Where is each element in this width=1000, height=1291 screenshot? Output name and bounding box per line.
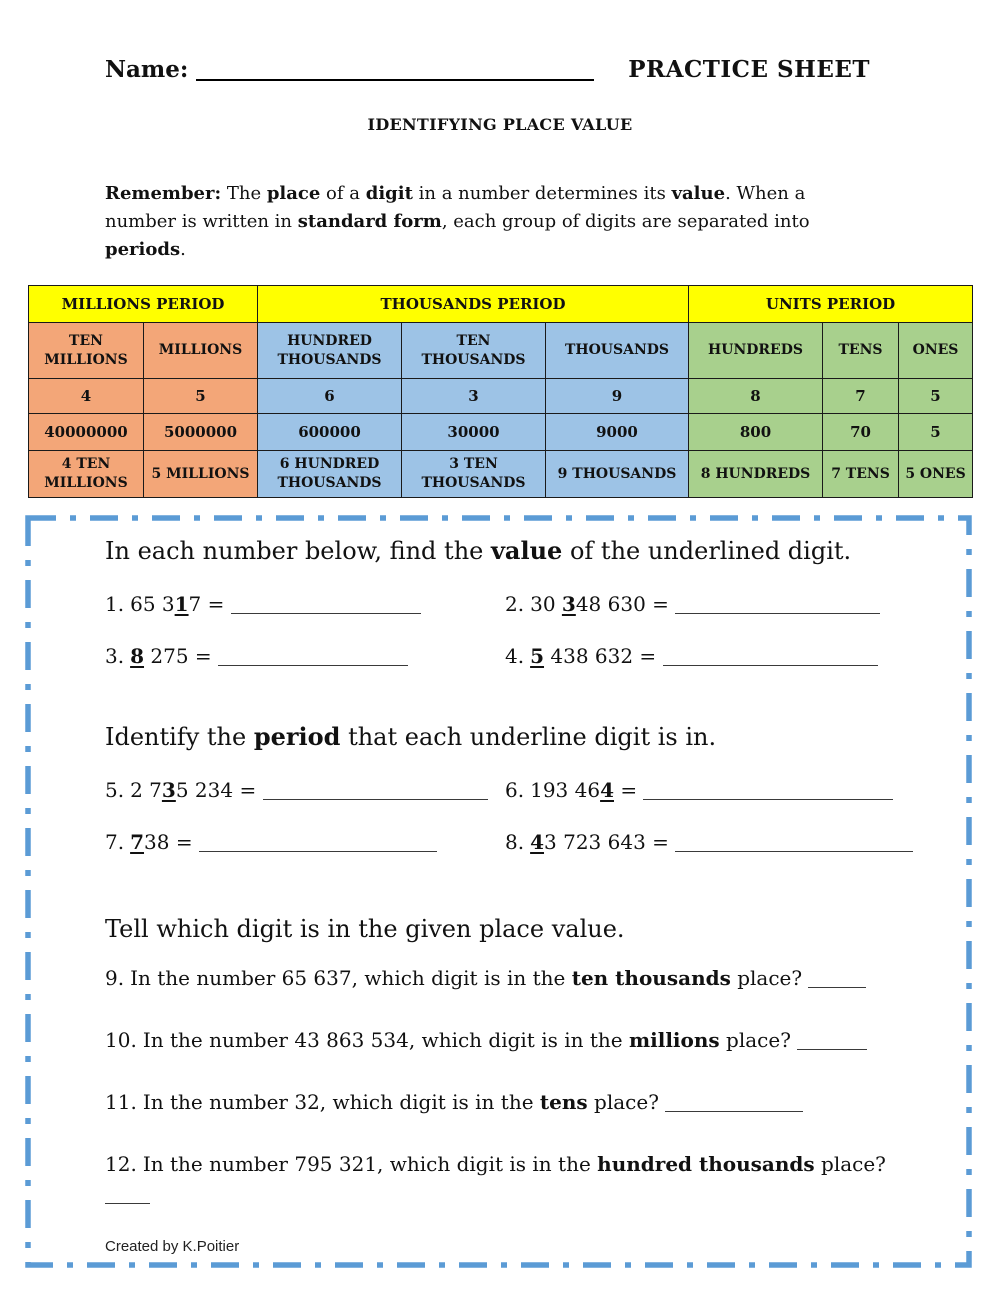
column-header-cell: HUNDRED THOUSANDS bbox=[258, 323, 402, 379]
question-number: 5. bbox=[105, 778, 125, 802]
answer-blank[interactable] bbox=[665, 1110, 803, 1112]
place-name-cell: 5 ONES bbox=[899, 451, 973, 498]
question-text: In the number 65 637, which digit is in the ten thousands place? bbox=[130, 966, 866, 990]
question-item bbox=[505, 775, 932, 805]
value-cell: 5000000 bbox=[144, 414, 258, 451]
period-header-row bbox=[29, 286, 973, 323]
header bbox=[105, 56, 870, 83]
place-name-cell: 8 HUNDREDS bbox=[689, 451, 823, 498]
question-text: 5 438 632 = bbox=[530, 644, 877, 668]
question-text: 65 317 = bbox=[130, 592, 421, 616]
question-text: In the number 43 863 534, which digit is in the millions place? bbox=[143, 1028, 867, 1052]
question-text: 193 464 = bbox=[530, 778, 893, 802]
column-header-cell: HUNDREDS bbox=[689, 323, 823, 379]
column-header-cell: TENS bbox=[823, 323, 899, 379]
column-header-cell: MILLIONS bbox=[144, 323, 258, 379]
question-number: 3. bbox=[105, 644, 125, 668]
answer-blank[interactable] bbox=[231, 612, 421, 614]
intro-paragraph: Remember: The place of a digit in a number determines its value. When a number is written in standard form, each group of digits are separated into periods. bbox=[105, 183, 810, 260]
answer-blank[interactable] bbox=[675, 612, 880, 614]
question-number: 11. bbox=[105, 1090, 137, 1114]
digit-cell: 5 bbox=[144, 379, 258, 414]
question-number: 4. bbox=[505, 644, 525, 668]
question-item bbox=[505, 827, 932, 857]
question-item bbox=[105, 589, 505, 619]
question-grid bbox=[105, 589, 932, 671]
place-name-cell: 5 MILLIONS bbox=[144, 451, 258, 498]
place-name-cell: 6 HUNDRED THOUSANDS bbox=[258, 451, 402, 498]
question-item bbox=[105, 1087, 932, 1117]
place-name-cell: 4 TEN MILLIONS bbox=[29, 451, 144, 498]
answer-blank[interactable] bbox=[199, 850, 437, 852]
question-list bbox=[105, 963, 932, 1209]
value-cell: 5 bbox=[899, 414, 973, 451]
credit-text: Created by K.Poitier bbox=[105, 1238, 240, 1255]
question-item bbox=[505, 641, 932, 671]
digit-cell: 6 bbox=[258, 379, 402, 414]
column-header-row bbox=[29, 323, 973, 379]
answer-blank[interactable] bbox=[643, 798, 893, 800]
digit-cell: 4 bbox=[29, 379, 144, 414]
question-text: 43 723 643 = bbox=[530, 830, 913, 854]
answer-blank[interactable] bbox=[105, 1202, 150, 1204]
value-cell: 800 bbox=[689, 414, 823, 451]
section-identify-period bbox=[105, 721, 932, 857]
name-blank-line[interactable] bbox=[196, 79, 594, 81]
question-number: 2. bbox=[505, 592, 525, 616]
place-name-cell: 3 TEN THOUSANDS bbox=[402, 451, 546, 498]
column-header-cell: THOUSANDS bbox=[546, 323, 689, 379]
column-header-cell: TEN MILLIONS bbox=[29, 323, 144, 379]
answer-blank[interactable] bbox=[218, 664, 408, 666]
question-number: 10. bbox=[105, 1028, 137, 1052]
value-cell: 600000 bbox=[258, 414, 402, 451]
worksheet-subtitle: IDENTIFYING PLACE VALUE bbox=[367, 115, 633, 134]
digit-cell: 7 bbox=[823, 379, 899, 414]
value-cell: 70 bbox=[823, 414, 899, 451]
period-header-cell: UNITS PERIOD bbox=[689, 286, 973, 323]
question-item bbox=[105, 1149, 932, 1209]
column-header-cell: TEN THOUSANDS bbox=[402, 323, 546, 379]
section-tell-digit bbox=[105, 913, 932, 1209]
section-find-value bbox=[105, 535, 932, 671]
question-number: 12. bbox=[105, 1152, 137, 1176]
question-number: 9. bbox=[105, 966, 125, 990]
section-heading: In each number below, find the value of the underlined digit. bbox=[105, 536, 852, 565]
answer-blank[interactable] bbox=[663, 664, 878, 666]
question-item bbox=[105, 827, 505, 857]
answer-blank[interactable] bbox=[263, 798, 488, 800]
digit-cell: 8 bbox=[689, 379, 823, 414]
answer-blank[interactable] bbox=[675, 850, 913, 852]
question-text: 2 735 234 = bbox=[130, 778, 487, 802]
question-number: 1. bbox=[105, 592, 125, 616]
digit-cell: 9 bbox=[546, 379, 689, 414]
questions-box bbox=[25, 515, 972, 1268]
question-item bbox=[105, 1025, 932, 1055]
question-number: 8. bbox=[505, 830, 525, 854]
question-item bbox=[105, 641, 505, 671]
sheet-title: PRACTICE SHEET bbox=[628, 56, 870, 83]
value-row bbox=[29, 414, 973, 451]
value-cell: 9000 bbox=[546, 414, 689, 451]
answer-blank[interactable] bbox=[808, 986, 866, 988]
name-label: Name: bbox=[105, 56, 189, 83]
question-text: In the number 795 321, which digit is in the hundred thousands place? bbox=[105, 1152, 886, 1206]
digit-cell: 5 bbox=[899, 379, 973, 414]
place-value-table bbox=[28, 285, 973, 498]
question-grid bbox=[105, 775, 932, 857]
question-item bbox=[105, 963, 932, 993]
question-number: 6. bbox=[505, 778, 525, 802]
question-text: 8 275 = bbox=[130, 644, 408, 668]
section-heading: Tell which digit is in the given place value. bbox=[105, 915, 625, 943]
digit-cell: 3 bbox=[402, 379, 546, 414]
question-item bbox=[105, 775, 505, 805]
column-header-cell: ONES bbox=[899, 323, 973, 379]
value-cell: 30000 bbox=[402, 414, 546, 451]
question-item bbox=[505, 589, 932, 619]
digit-row bbox=[29, 379, 973, 414]
question-text: 30 348 630 = bbox=[530, 592, 880, 616]
value-cell: 40000000 bbox=[29, 414, 144, 451]
question-text: In the number 32, which digit is in the tens place? bbox=[143, 1090, 803, 1114]
answer-blank[interactable] bbox=[797, 1048, 867, 1050]
place-name-cell: 9 THOUSANDS bbox=[546, 451, 689, 498]
place-name-cell: 7 TENS bbox=[823, 451, 899, 498]
period-header-cell: THOUSANDS PERIOD bbox=[258, 286, 689, 323]
question-text: 738 = bbox=[130, 830, 437, 854]
period-header-cell: MILLIONS PERIOD bbox=[29, 286, 258, 323]
question-number: 7. bbox=[105, 830, 125, 854]
place-name-row bbox=[29, 451, 973, 498]
section-heading: Identify the period that each underline digit is in. bbox=[105, 722, 717, 751]
